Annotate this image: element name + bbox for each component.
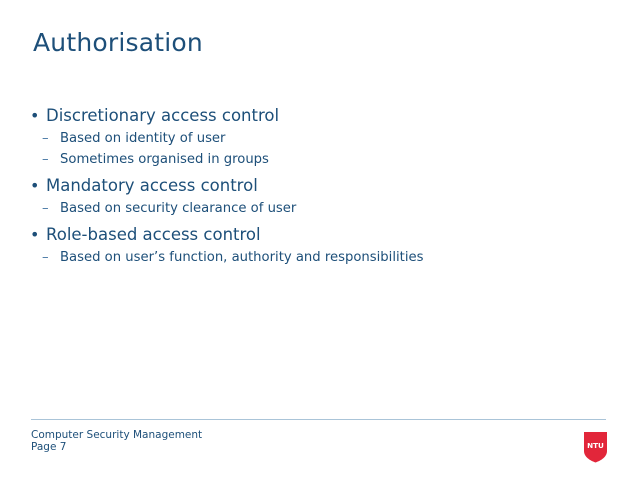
- bullet-text: Mandatory access control: [46, 176, 258, 195]
- footer: [31, 429, 202, 453]
- bullet-marker: •: [30, 106, 40, 125]
- ntu-logo-text: NTU: [587, 441, 604, 450]
- bullet-item: [30, 174, 610, 198]
- footer-page-number: Page 7: [31, 441, 67, 453]
- sub-bullet-marker: –: [42, 152, 49, 167]
- bullet-item: [30, 223, 610, 247]
- sub-bullet-text: Sometimes organised in groups: [60, 152, 269, 167]
- sub-bullet-marker: –: [42, 201, 49, 216]
- sub-bullet-text: Based on identity of user: [60, 131, 226, 146]
- sub-bullet-item: [30, 247, 610, 268]
- footer-divider: [31, 419, 606, 420]
- sub-bullet-item: [30, 149, 610, 170]
- sub-bullet-item: [30, 198, 610, 219]
- slide-title: Authorisation: [33, 28, 203, 57]
- bullet-item: [30, 104, 610, 128]
- sub-bullet-item: [30, 128, 610, 149]
- footer-course-title: Computer Security Management: [31, 429, 203, 441]
- sub-bullet-marker: –: [42, 131, 49, 146]
- bullet-text: Discretionary access control: [46, 106, 280, 125]
- sub-bullet-text: Based on user’s function, authority and responsibilities: [60, 250, 424, 265]
- bullet-text: Role-based access control: [46, 225, 261, 244]
- bullet-list: [30, 104, 610, 268]
- sub-bullet-text: Based on security clearance of user: [60, 201, 297, 216]
- bullet-marker: •: [30, 225, 40, 244]
- sub-bullet-marker: –: [42, 250, 49, 265]
- bullet-marker: •: [30, 176, 40, 195]
- ntu-logo: [583, 431, 608, 463]
